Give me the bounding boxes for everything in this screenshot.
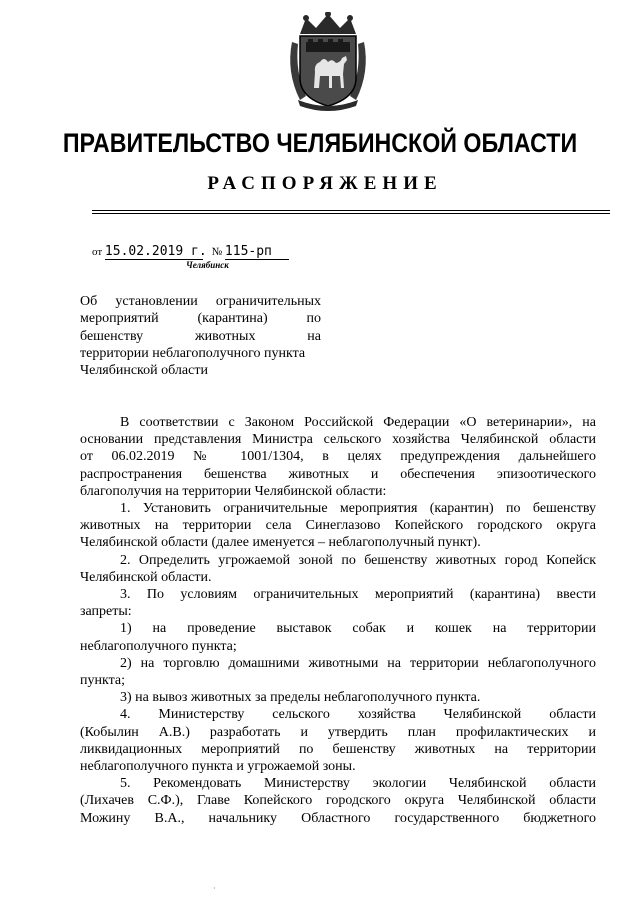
body-line: 3) на вывоз животных за пределы неблагополучного пункта. bbox=[120, 690, 481, 706]
body-line: пункта; bbox=[80, 673, 125, 689]
issue-city: Челябинск bbox=[186, 260, 229, 270]
document-number: 115-рп bbox=[225, 244, 289, 260]
from-label: от bbox=[92, 246, 103, 258]
body-line: Можину В.А., начальнику Областного государственного бюджетного bbox=[80, 810, 596, 826]
body-line: от 06.02.2019 № 1001/1304, в целях предупреждения дальнейшего bbox=[80, 449, 596, 465]
header-rule-top bbox=[92, 210, 610, 211]
document-body bbox=[80, 414, 596, 827]
body-line: неблагополучного пункта; bbox=[80, 638, 237, 654]
body-line: (Кобылин А.В.) разработать и утвердить план профилактических и bbox=[80, 724, 596, 740]
subject-line: Об установлении ограничительных bbox=[80, 294, 321, 309]
body-line: 2) на торговлю домашними животными на территории неблагополучного bbox=[120, 655, 596, 671]
body-line: 1. Установить ограничительные мероприятия (карантин) по бешенству bbox=[120, 501, 596, 517]
body-line: 4. Министерству сельского хозяйства Челябинской области bbox=[120, 707, 596, 723]
body-line: 5. Рекомендовать Министерству экологии Челябинской области bbox=[120, 776, 596, 792]
subject-line: Челябинской области bbox=[80, 363, 208, 379]
number-label: № bbox=[211, 246, 223, 258]
body-line: (Лихачев С.Ф.), Главе Копейского городского округа Челябинской области bbox=[80, 793, 596, 809]
body-line: 3. По условиям ограничительных мероприятий (карантина) ввести bbox=[120, 587, 596, 603]
body-line: основании представления Министра сельского хозяйства Челябинской области bbox=[80, 432, 596, 448]
document-date-number-line bbox=[92, 244, 289, 260]
body-line: 2. Определить угрожаемой зоной по бешенству животных город Копейск bbox=[120, 552, 596, 568]
subject-line: бешенству животных на bbox=[80, 328, 321, 344]
coat-of-arms-emblem bbox=[286, 12, 370, 112]
subject-line: территории неблагополучного пункта bbox=[80, 345, 306, 361]
organization-title: ПРАВИТЕЛЬСТВО ЧЕЛЯБИНСКОЙ ОБЛАСТИ bbox=[62, 128, 578, 158]
header-rule-bottom bbox=[92, 213, 610, 214]
document-date: 15.02.2019 г. bbox=[104, 244, 207, 259]
body-line: Челябинской области. bbox=[80, 569, 212, 585]
document-type-heading: РАСПОРЯЖЕНИЕ bbox=[207, 173, 443, 194]
body-line: неблагополучного пункта и угрожаемой зоны. bbox=[80, 759, 356, 775]
body-line: Челябинской области (далее именуется – неблагополучный пункт). bbox=[80, 535, 481, 551]
body-line: животных на территории села Синеглазово Копейского городского округа bbox=[80, 518, 596, 534]
subject-line: мероприятий (карантина) по bbox=[80, 311, 321, 327]
body-line: ликвидационных мероприятий по бешенству животных на территории bbox=[80, 741, 596, 757]
body-line: распространения бешенства животных и обеспечения эпизоотического bbox=[80, 466, 596, 482]
body-line: запреты: bbox=[80, 604, 132, 620]
body-line: В соответствии с Законом Российской Федерации «О ветеринарии», на bbox=[120, 415, 596, 430]
scan-speck: · bbox=[213, 884, 216, 893]
body-line: благополучия на территории Челябинской области: bbox=[80, 483, 387, 499]
document-subject bbox=[80, 293, 321, 379]
body-line: 1) на проведение выставок собак и кошек на территории bbox=[120, 621, 596, 637]
